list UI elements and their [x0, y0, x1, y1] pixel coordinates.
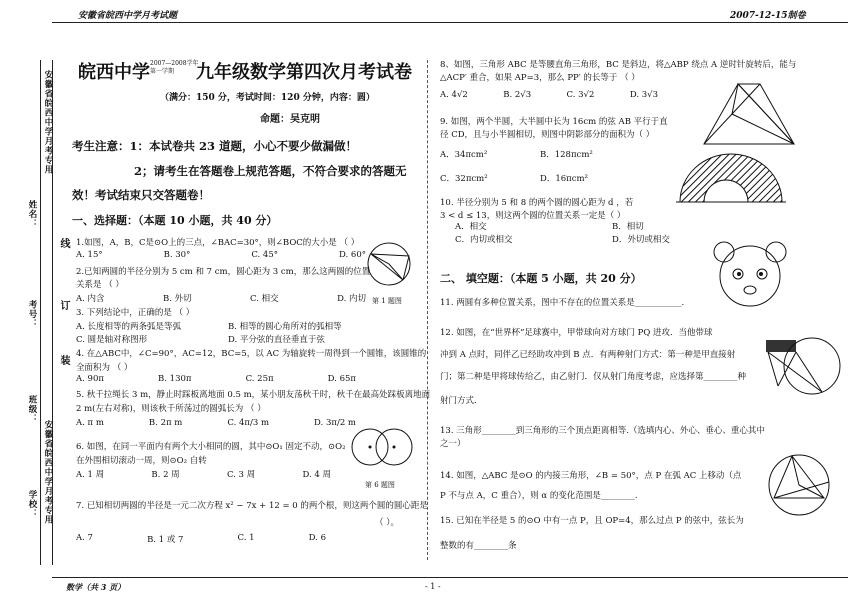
q11-figure	[710, 238, 790, 310]
q9-option-b: B．128πcm²	[540, 150, 593, 160]
q10-option-c: C．内切或相交	[455, 235, 513, 245]
exam-info: （满分：150 分，考试时间：120 分钟，内容：圆）	[160, 93, 375, 103]
q5-options: A. π m B. 2π m C. 4π/3 m D. 3π/2 m	[76, 418, 356, 428]
q6-figure-caption: 第 6 题图	[365, 481, 395, 489]
q6-stem-1: 6. 如图，在同一平面内有两个大小相同的圆，其中⊙O₁ 固定不动，⊙O₂	[76, 442, 346, 452]
section-2-title: 二、 填空题：（本题 5 小题，共 20 分）	[440, 272, 642, 285]
q10-option-a: A．相交	[455, 222, 487, 232]
header-rule	[52, 22, 848, 23]
q7-stem-2: （ ）。	[375, 518, 399, 528]
q4-stem-2: 全面积为 （ ）	[76, 363, 133, 373]
header-right: 2007-12-15制卷	[730, 11, 806, 21]
q1-figure	[365, 240, 415, 290]
q1-options: A. 15° B. 30° C. 45° D. 60°	[76, 250, 366, 260]
q8-stem-1: 8、如图，三角形 ABC 是等腰直角三角形，BC 是斜边，将△ABP 绕点 A 逆时针旋转后，能与	[440, 60, 797, 70]
margin-line	[40, 60, 41, 565]
side-bottom-label: 安徽省皖西中学月考专用	[43, 420, 53, 525]
q8-options: A. 4√2 B. 2√3 C. 3√2 D. 3√3	[440, 90, 658, 100]
header-left: 安徽省皖西中学月考试题	[78, 11, 178, 21]
footer-left: 数学（共 3 页）	[66, 582, 126, 592]
school-name: 皖西中学	[78, 62, 150, 83]
q12-line-4: 射门方式．	[440, 396, 483, 406]
q1-stem: 1.如图，A，B，C是⊙O上的三点，∠BAC=30°，则∠BOC的大小是 （ ）	[76, 238, 360, 248]
q13-line-2: 之一）	[440, 439, 466, 449]
q3-option-d: D. 平分弦的直径垂直于弦	[228, 335, 325, 345]
q3-stem: 3. 下列结论中，正确的是 （ ）	[76, 308, 195, 318]
q6-figure	[350, 425, 416, 471]
q12-figure	[764, 334, 846, 400]
q10-stem-1: 10. 半径分别为 5 和 8 的两个圆的圆心距为 d ，若	[440, 198, 634, 208]
q7-options: A. 7 B. 1 或 7 C. 1 D. 6	[76, 533, 326, 545]
side-class: 班级：	[27, 395, 37, 424]
q4-stem-1: 4. 在△ABC中，∠C=90°，AC=12，BC=5，以 AC 为轴旋转一周得到一个圆锥，该圆锥的	[76, 349, 427, 359]
page-title: 九年级数学第四次月考试卷	[196, 62, 412, 83]
q6-options: A. 1 周 B. 2 周 C. 3 周 D. 4 周	[76, 470, 331, 480]
q2-stem-1: 2.已知两圆的半径分别为 5 cm 和 7 cm，圆心距为 3 cm，那么这两圆的位置	[76, 267, 371, 277]
q13-line-1: 13. 三角形________到三角形的三个顶点距离相等.（选填内心、外心、垂心、重心其中	[440, 426, 765, 436]
side-zhuang: 装	[58, 355, 69, 366]
q7-stem-1: 7. 已知相切两圆的半径是一元二次方程 x² − 7x + 12 = 0 的两个根，则这两个圆的圆心距是	[76, 501, 428, 511]
section-1-title: 一、选择题：（本题 10 小题，共 40 分）	[72, 214, 278, 227]
q2-options: A. 内含 B. 外切 C. 相交 D. 内切	[76, 294, 366, 304]
q10-option-b: B．相切	[612, 222, 644, 232]
footer-rule	[52, 577, 848, 578]
side-school: 学校：	[27, 490, 37, 519]
q11-stem: 11. 两圆有多种位置关系，图中不存在的位置关系是___________.	[440, 298, 685, 308]
q10-option-d: D．外切或相交	[612, 235, 670, 245]
school-year: 2007—2008学年 第一学期	[150, 60, 199, 75]
q9-option-a: A．34πcm²	[440, 150, 488, 160]
side-top-label: 安徽省皖西中学月考专用	[43, 70, 53, 175]
q14-line-1: 14. 如图，△ABC 是⊙O 的内接三角形，∠B = 50°，点 P 在弧 AC 上移动（点	[440, 471, 742, 481]
side-ding: 订	[58, 300, 69, 311]
q12-line-1: 12. 如图，在“世界杯”足球赛中，甲带球向对方球门 PQ 进攻．当他带球	[440, 328, 713, 338]
q8-stem-2: △ACP′ 重合，如果 AP=3，那么 PP′ 的长等于 （ ）	[440, 73, 640, 83]
q9-stem-2: 径 CD，且与小半圆相切，则图中阴影部分的面积为（ ）	[440, 130, 655, 140]
q15-line-1: 15. 已知在半径是 5 的⊙O 中有一点 P，且 OP=4，那么过点 P 的弦中，弦长为	[440, 516, 744, 526]
q9-option-d: D．16πcm²	[540, 174, 588, 184]
q4-options: A. 90π B. 130π C. 25π D. 65π	[76, 374, 356, 384]
q3-option-c: C. 圆是轴对称图形	[76, 335, 148, 345]
q9-figure	[676, 150, 786, 206]
q1-figure-caption: 第 1 题图	[372, 297, 402, 305]
q12-line-2: 冲到 A 点时，同伴乙已经助攻冲到 B 点．有两种射门方式：第一种是甲直接射	[440, 350, 736, 360]
side-name: 姓名：	[27, 200, 37, 229]
author: 命题：吴克明	[260, 114, 320, 125]
q9-stem-1: 9. 如图，两个半圆，大半圆中长为 16cm 的弦 AB 平行于直	[440, 117, 668, 127]
q2-stem-2: 关系是 （ ）	[76, 280, 124, 290]
q6-stem-2: 在外围相切滚动一周，则⊙O₂ 自转	[76, 456, 207, 466]
q3-option-a: A. 长度相等的两条弧是等弧	[76, 322, 182, 332]
q12-line-3: 门；第二种是甲将球传给乙，由乙射门．仅从射门角度考虑，应选择第________种	[440, 372, 747, 382]
q9-option-c: C．32πcm²	[440, 174, 488, 184]
note-1: 考生注意：1：本试卷共 23 道题，小心不要少做漏做！	[72, 139, 358, 153]
side-xian: 线	[58, 238, 69, 249]
note-3: 效！考试结束只交答题卷！	[72, 188, 210, 202]
q10-stem-2: 3 < d ≤ 13，则这两个圆的位置关系一定是（ ）	[440, 211, 626, 221]
side-exam-no: 考号：	[27, 300, 37, 329]
q3-option-b: B. 相等的圆心角所对的弧相等	[228, 322, 342, 332]
q14-line-2: P 不与点 A，C 重合），则 α 的变化范围是________.	[440, 491, 638, 501]
q8-figure	[698, 78, 800, 148]
note-2: 2；请考生在答题卷上规范答题，不符合要求的答题无	[134, 164, 407, 178]
page-number: - 1 -	[425, 582, 441, 591]
q5-stem-2: 2 m(左右对称)，则该秋千所荡过的圆弧长为 （ ）	[76, 404, 266, 414]
q14-figure	[766, 452, 832, 518]
column-divider	[427, 60, 428, 560]
q5-stem-1: 5. 秋千拉绳长 3 m，静止时踩板离地面 0.5 m，某小朋友荡秋千时，秋千在最高处踩板离地面	[76, 390, 431, 400]
q15-line-2: 整数的有________条	[440, 541, 517, 551]
